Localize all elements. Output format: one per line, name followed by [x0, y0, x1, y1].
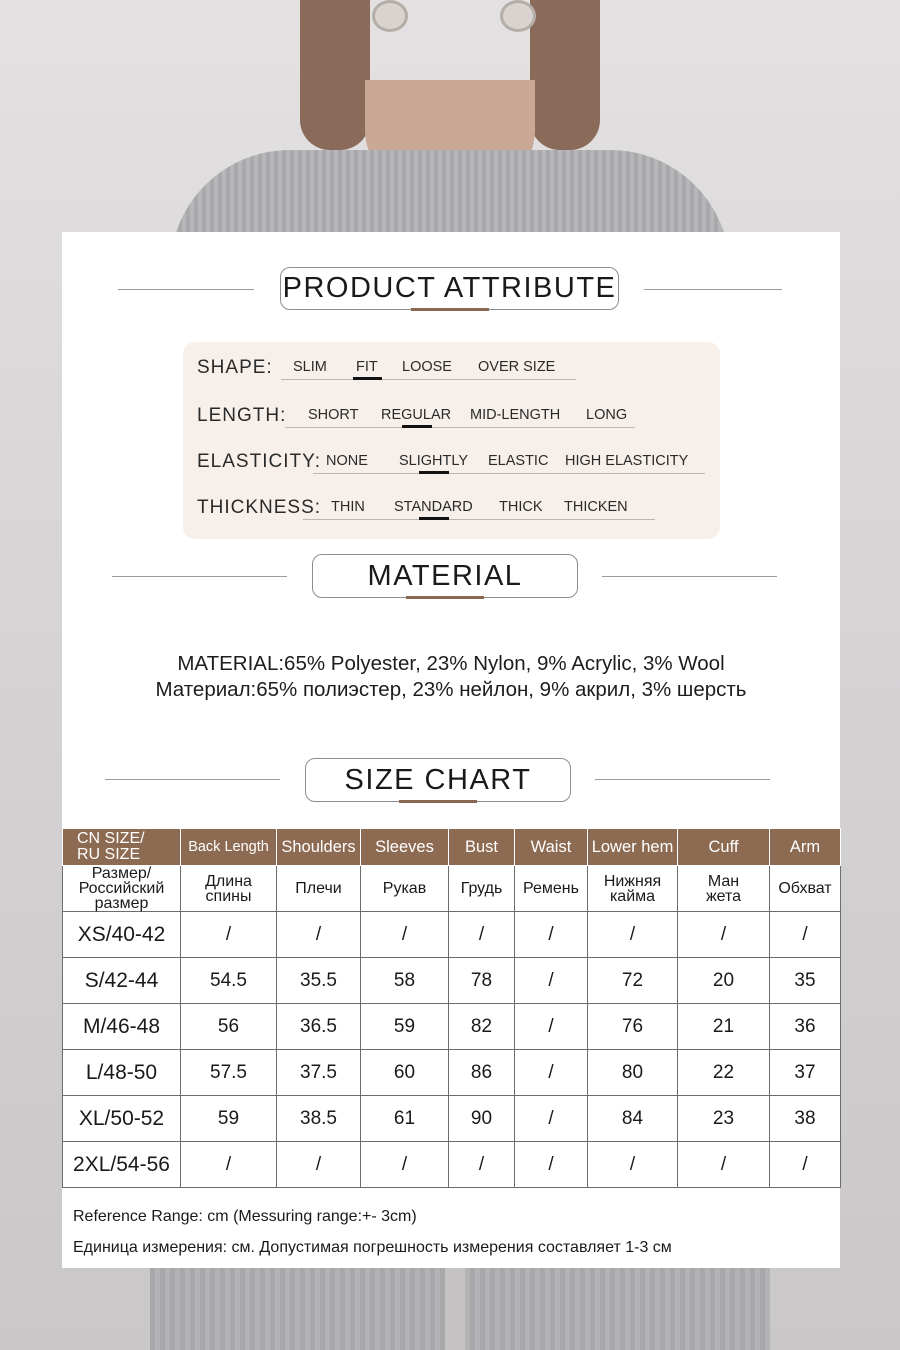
attr-row-length [197, 405, 717, 433]
size-label-cell: XS/40-42 [63, 912, 181, 958]
measure-header-cell: Bust [449, 829, 515, 866]
measure-value-cell: 59 [361, 1004, 449, 1050]
attr-rule [281, 379, 576, 380]
measure-value-cell: / [277, 912, 361, 958]
material-title: MATERIAL [312, 554, 578, 598]
size-header-cell-ru: Размер/ Российский размер [63, 866, 181, 912]
model-hair-left [300, 0, 370, 150]
measurement-note-ru: Единица измерения: см. Допустимая погрешность измерения составляет 1-3 см [73, 1239, 672, 1256]
material-composition-ru: Материал:65% полиэстер, 23% нейлон, 9% акрил, 3% шерсть [155, 678, 747, 701]
table-row [63, 958, 841, 1004]
measure-value-cell: / [515, 1096, 588, 1142]
measure-value-cell: / [277, 1142, 361, 1188]
title-underline [399, 800, 477, 803]
attr-rule [303, 519, 655, 520]
attr-option: ELASTIC [488, 453, 549, 469]
measure-value-cell: 36 [770, 1004, 841, 1050]
attr-option: NONE [326, 453, 368, 469]
attr-option: THICK [499, 499, 543, 515]
measure-header-cell-ru: Нижняя кайма [588, 866, 678, 912]
header-rule-right [602, 576, 777, 577]
measure-value-cell: 38 [770, 1096, 841, 1142]
attr-row-shape [197, 357, 717, 385]
header-rule-right [644, 289, 782, 290]
measure-value-cell: / [515, 958, 588, 1004]
reference-range-note: Reference Range: cm (Messuring range:+- 3cm) [73, 1208, 417, 1225]
attr-option: LOOSE [402, 359, 452, 375]
measure-value-cell: 36.5 [277, 1004, 361, 1050]
measure-value-cell: / [678, 1142, 770, 1188]
attr-option-selected: FIT [356, 359, 378, 375]
measure-value-cell: 82 [449, 1004, 515, 1050]
size-label-cell: XL/50-52 [63, 1096, 181, 1142]
earring-icon [372, 0, 408, 32]
measure-value-cell: 37 [770, 1050, 841, 1096]
measure-value-cell: 76 [588, 1004, 678, 1050]
attr-label: ELASTICITY: [197, 451, 321, 472]
size-label-cell: L/48-50 [63, 1050, 181, 1096]
selected-marker [419, 471, 449, 474]
table-row [63, 1096, 841, 1142]
header-row-en [63, 829, 841, 866]
attr-row-elasticity [197, 451, 717, 479]
material-composition-en: MATERIAL:65% Polyester, 23% Nylon, 9% Acrylic, 3% Wool [177, 652, 725, 675]
table-row [63, 912, 841, 958]
measure-header-cell: Cuff [678, 829, 770, 866]
size-label-cell: S/42-44 [63, 958, 181, 1004]
measure-value-cell: / [678, 912, 770, 958]
measure-value-cell: 61 [361, 1096, 449, 1142]
measure-value-cell: / [361, 1142, 449, 1188]
measure-header-cell-ru: Плечи [277, 866, 361, 912]
measure-value-cell: 56 [181, 1004, 277, 1050]
attr-option: OVER SIZE [478, 359, 556, 375]
model-hair-right [530, 0, 600, 150]
measure-header-cell: Back Length [181, 829, 277, 866]
size-chart-table [62, 828, 841, 1188]
header-rule-left [112, 576, 287, 577]
table-row [63, 1050, 841, 1096]
measure-value-cell: 90 [449, 1096, 515, 1142]
measure-value-cell: 37.5 [277, 1050, 361, 1096]
measure-value-cell: 35 [770, 958, 841, 1004]
measure-header-cell-ru: Грудь [449, 866, 515, 912]
measure-header-cell-ru: Рукав [361, 866, 449, 912]
measure-value-cell: 58 [361, 958, 449, 1004]
attr-label: LENGTH: [197, 405, 287, 426]
measure-value-cell: / [588, 912, 678, 958]
measure-header-cell: Shoulders [277, 829, 361, 866]
attr-option: THICKEN [564, 499, 628, 515]
size-header-cell: CN SIZE/ RU SIZE [63, 829, 181, 866]
measure-value-cell: 20 [678, 958, 770, 1004]
measure-value-cell: / [515, 1142, 588, 1188]
pants-gap [445, 1268, 465, 1350]
measure-value-cell: 59 [181, 1096, 277, 1142]
measure-value-cell: 86 [449, 1050, 515, 1096]
measure-value-cell: / [515, 912, 588, 958]
header-rule-left [105, 779, 280, 780]
attribute-panel [183, 342, 720, 539]
attr-label: SHAPE: [197, 357, 273, 378]
measure-value-cell: / [449, 912, 515, 958]
measure-header-cell-ru: Ман жета [678, 866, 770, 912]
measure-value-cell: 57.5 [181, 1050, 277, 1096]
attr-option: SHORT [308, 407, 359, 423]
header-row-ru [63, 866, 841, 912]
attr-rule [285, 427, 635, 428]
attr-rule [313, 473, 705, 474]
table-row [63, 1004, 841, 1050]
size-label-cell: 2XL/54-56 [63, 1142, 181, 1188]
earring-icon [500, 0, 536, 32]
measure-value-cell: 60 [361, 1050, 449, 1096]
measure-value-cell: / [588, 1142, 678, 1188]
attr-option: LONG [586, 407, 628, 423]
measure-value-cell: 78 [449, 958, 515, 1004]
measure-header-cell-ru: Длина спины [181, 866, 277, 912]
selected-marker [353, 377, 382, 380]
attr-option-selected: SLIGHTLY [399, 453, 469, 469]
measure-header-cell-ru: Ремень [515, 866, 588, 912]
attr-label: THICKNESS: [197, 497, 322, 518]
attr-option: SLIM [293, 359, 327, 375]
selected-marker [419, 517, 449, 520]
attr-row-thickness [197, 497, 717, 525]
attr-option: THIN [331, 499, 365, 515]
measure-value-cell: 80 [588, 1050, 678, 1096]
attr-option: HIGH ELASTICITY [565, 453, 689, 469]
measure-value-cell: / [181, 912, 277, 958]
measure-value-cell: / [515, 1004, 588, 1050]
measure-header-cell: Waist [515, 829, 588, 866]
measure-header-cell-ru: Обхват [770, 866, 841, 912]
measure-value-cell: 23 [678, 1096, 770, 1142]
info-card [62, 232, 840, 1268]
measure-value-cell: 72 [588, 958, 678, 1004]
measure-value-cell: / [361, 912, 449, 958]
measure-header-cell: Arm [770, 829, 841, 866]
measure-value-cell: / [449, 1142, 515, 1188]
measure-value-cell: 84 [588, 1096, 678, 1142]
measure-value-cell: 22 [678, 1050, 770, 1096]
table-row [63, 1142, 841, 1188]
attr-option: MID-LENGTH [470, 407, 561, 423]
title-underline [406, 596, 484, 599]
attr-option-selected: REGULAR [381, 407, 452, 423]
measure-value-cell: / [181, 1142, 277, 1188]
title-underline [411, 308, 489, 311]
measure-value-cell: 35.5 [277, 958, 361, 1004]
size-label-cell: M/46-48 [63, 1004, 181, 1050]
header-rule-left [118, 289, 254, 290]
measure-value-cell: 38.5 [277, 1096, 361, 1142]
measure-value-cell: 54.5 [181, 958, 277, 1004]
size-chart-title: SIZE CHART [305, 758, 571, 802]
measure-value-cell: / [770, 912, 841, 958]
measure-header-cell: Sleeves [361, 829, 449, 866]
product-attribute-title: PRODUCT ATTRIBUTE [280, 267, 619, 310]
attr-option-selected: STANDARD [394, 499, 473, 515]
header-rule-right [595, 779, 770, 780]
measure-header-cell: Lower hem [588, 829, 678, 866]
selected-marker [402, 425, 432, 428]
measure-value-cell: / [515, 1050, 588, 1096]
measure-value-cell: / [770, 1142, 841, 1188]
measure-value-cell: 21 [678, 1004, 770, 1050]
